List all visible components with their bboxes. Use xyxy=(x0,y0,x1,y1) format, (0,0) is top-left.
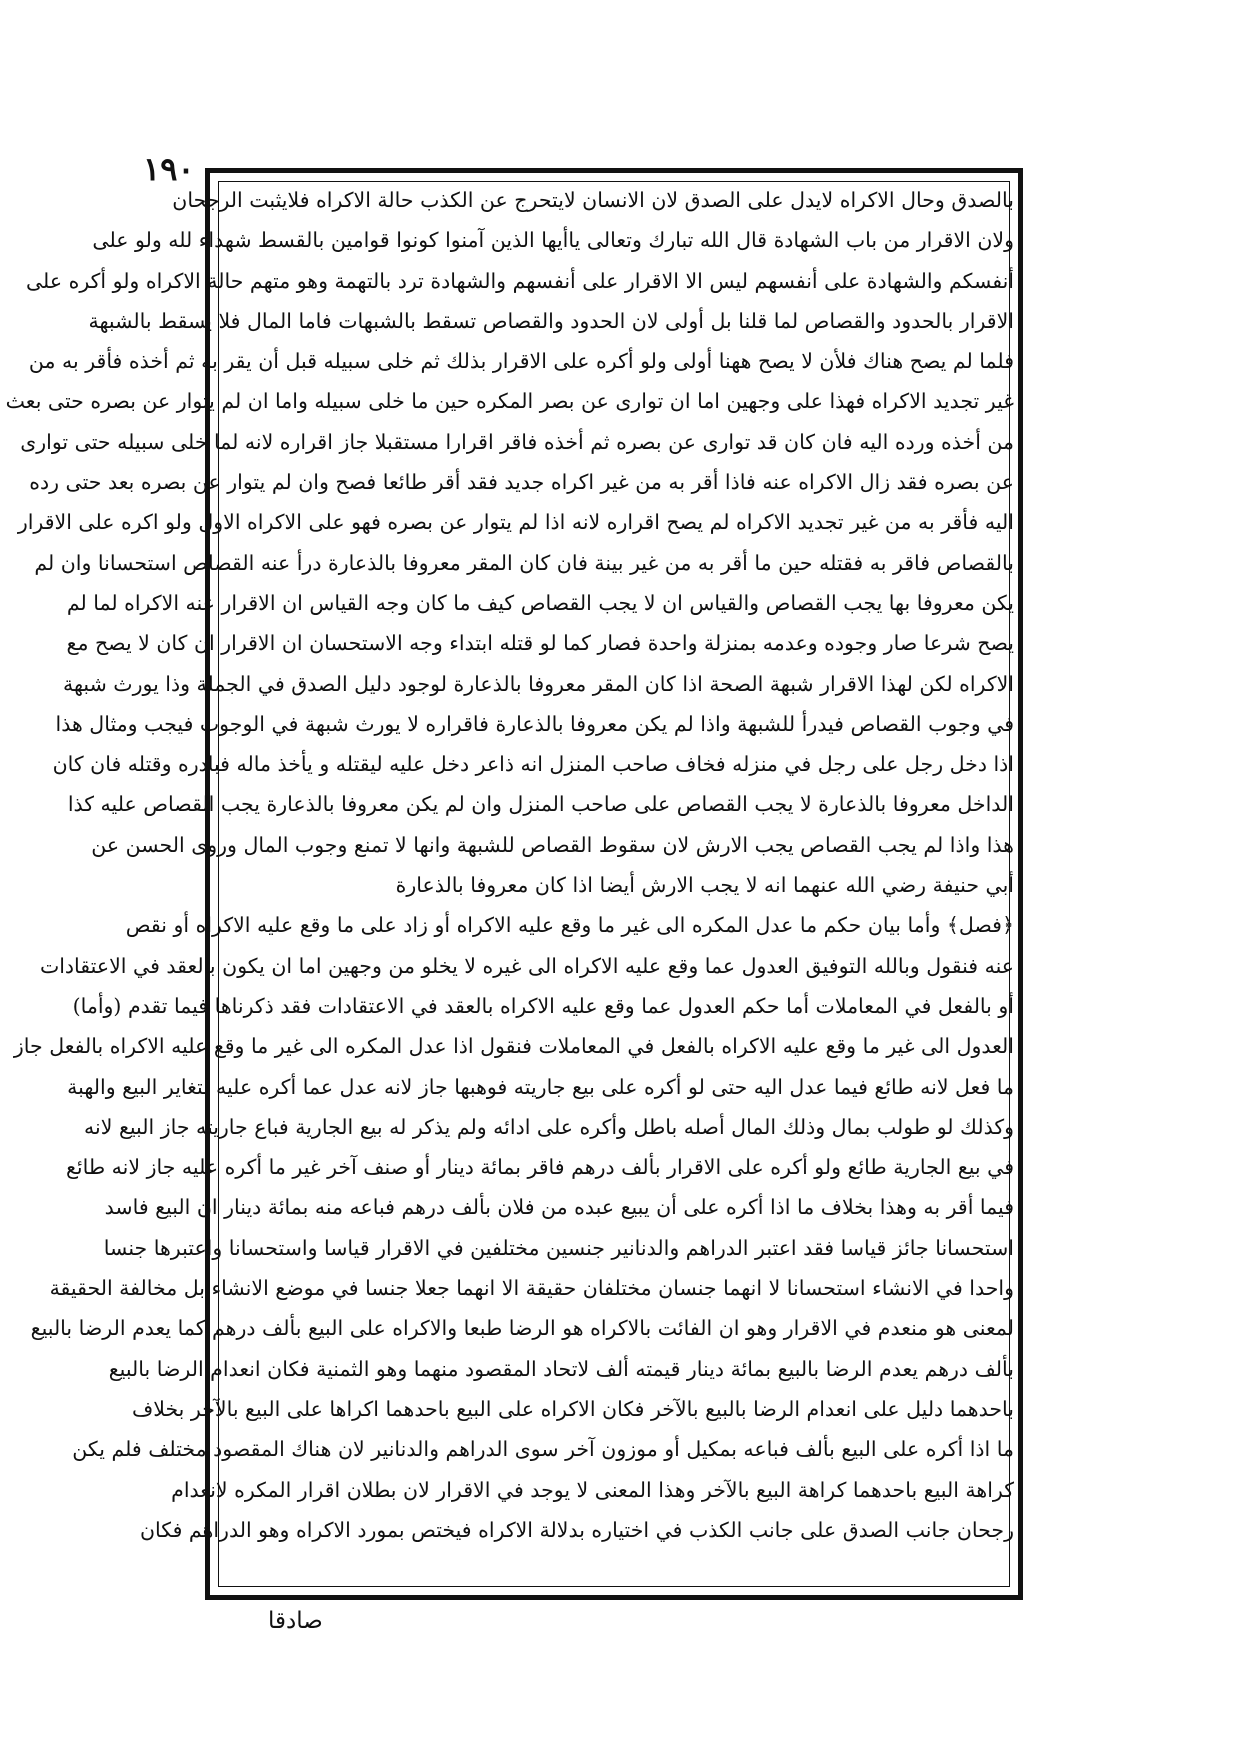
text-line: عن بصره فقد زال الاكراه عنه فاذا أقر به من غير اكراه جديد فقد أقر طائعا فصح وان لم يتوار عن بصره بعد حتى رده xyxy=(29,470,1014,495)
text-line: أنفسكم والشهادة على أنفسهم ليس الا الاقرار على أنفسهم والشهادة ترد بالتهمة وهو متهم حالة الاكراه ولو أكره على xyxy=(25,268,1014,293)
text-line: العدول الى غير ما وقع عليه الاكراه بالفعل في المعاملات فنقول اذا عدل المكره الى غير ما وقع عليه الاكراه بالفعل جاز xyxy=(13,1034,1014,1059)
text-line: بألف درهم يعدم الرضا بالبيع بمائة دينار قيمته ألف لاتحاد المقصود منهما وهو الثمنية فكان انعدام الرضا بالبيع xyxy=(108,1356,1014,1381)
text-line: رجحان جانب الصدق على جانب الكذب في اختياره بدلالة الاكراه فيختص بمورد الاكراه وهو الدراهم فكان xyxy=(139,1517,1014,1542)
text-line: أو بالفعل في المعاملات أما حكم العدول عما وقع عليه الاكراه بالعقد في الاعتقادات فقد ذكرناها فيما تقدم (وأما) xyxy=(72,993,1014,1018)
page-number: ١٩٠ xyxy=(143,150,195,188)
text-line: اليه فأقر به من غير تجديد الاكراه لم يصح اقراره لانه اذا لم يتوار عن بصره فهو على الاكراه الاول ولو اكره على الاقرار xyxy=(17,510,1014,535)
text-line: أبي حنيفة رضي الله عنهما انه لا يجب الارش أيضا اذا كان معروفا بالذعارة xyxy=(395,873,1014,898)
text-line: لمعنى هو منعدم في الاقرار وهو ان الفائت بالاكراه هو الرضا طبعا والاكراه على البيع بألف درهم كما يعدم الرضا بالبيع xyxy=(30,1316,1014,1341)
text-line: عنه فنقول وبالله التوفيق العدول عما وقع عليه الاكراه الى غيره لا يخلو من وجهين اما ان يكون بالعقد في الاعتقادات xyxy=(39,953,1014,978)
text-line: غير تجديد الاكراه فهذا على وجهين اما ان توارى عن بصر المكره حين ما خلى سبيله واما ان لم يتوار عن بصره حتى بعث xyxy=(5,389,1014,414)
text-line: في بيع الجارية طائع ولو أكره على الاقرار بألف درهم فاقر بمائة دينار أو صنف آخر غير ما أكره عليه جاز لانه طائع xyxy=(65,1155,1014,1180)
text-line: في وجوب القصاص فيدرأ للشبهة واذا لم يكن معروفا بالذعارة فاقراره لا يورث شبهة في الوجوب فيجب ومثال هذا xyxy=(55,711,1014,736)
text-line: وكذلك لو طولب بمال وذلك المال أصله باطل وأكره على ادائه ولم يذكر له بيع الجارية فباع جاريته جاز البيع لانه xyxy=(84,1114,1014,1139)
text-line: هذا واذا لم يجب القصاص يجب الارش لان سقوط القصاص للشبهة وانها لا تمنع وجوب المال وروى الحسن عن xyxy=(91,832,1014,857)
text-line: الاكراه لكن لهذا الاقرار شبهة الصحة اذا كان المقر معروفا بالذعارة لوجود دليل الصدق في الجملة وذا يورث شبهة xyxy=(62,671,1014,696)
catchword: صادقا xyxy=(268,1608,323,1634)
text-line: من أخذه ورده اليه فان كان قد توارى عن بصره ثم أخذه فاقر اقرارا مستقبلا جاز اقراره لانه لما خلى سبيله حتى توارى xyxy=(20,429,1014,454)
main-text xyxy=(5,180,1014,1550)
text-line: الداخل معروفا بالذعارة لا يجب القصاص على صاحب المنزل وان لم يكن معروفا بالذعارة يجب القصاص عليه كذا xyxy=(67,792,1014,817)
text-line: يكن معروفا بها يجب القصاص والقياس ان لا يجب القصاص كيف ما كان وجه القياس ان الاقرار عنه الاكراه لما لم xyxy=(66,590,1014,615)
text-line: يصح شرعا صار وجوده وعدمه بمنزلة واحدة فصار كما لو قتله ابتداء وجه الاستحسان ان الاقرار ان كان لا يصح مع xyxy=(66,631,1014,656)
text-line: بالصدق وحال الاكراه لايدل على الصدق لان الانسان لايتحرج عن الكذب حالة الاكراه فلايثبت الرجحان xyxy=(172,188,1014,212)
section-heading-line: ﴿فصل﴾ وأما بيان حكم ما عدل المكره الى غير ما وقع عليه الاكراه أو زاد على ما وقع عليه الاكراه أو نقص xyxy=(125,913,1014,938)
text-line: الاقرار بالحدود والقصاص لما قلنا بل أولى لان الحدود والقصاص تسقط بالشبهات فاما المال فلا يسقط بالشبهة xyxy=(88,308,1014,333)
text-line: ما اذا أكره على البيع بألف فباعه بمكيل أو موزون آخر سوى الدراهم والدنانير لان هناك المقصود مختلف فلم يكن xyxy=(72,1437,1014,1462)
text-line: فيما أقر به وهذا بخلاف ما اذا أكره على أن يبيع عبده من فلان بألف درهم فباعه منه بمائة دينار ان البيع فاسد xyxy=(104,1195,1014,1220)
text-line: كراهة البيع باحدهما كراهة البيع بالآخر وهذا المعنى لا يوجد في الاقرار لان بطلان اقرار المكره لانعدام xyxy=(171,1477,1014,1502)
text-line: باحدهما دليل على انعدام الرضا بالبيع بالآخر فكان الاكراه على البيع باحدهما اكراها على البيع بالآخر بخلاف xyxy=(131,1396,1014,1421)
text-line: فلما لم يصح هناك فلأن لا يصح ههنا أولى ولو أكره على الاقرار بذلك ثم خلى سبيله قبل أن يقر به ثم أخذه فأقر به من xyxy=(28,349,1014,374)
text-line: استحسانا جائز قياسا فقد اعتبر الدراهم والدنانير جنسين مختلفين في الاقرار قياسا واستحسانا واعتبرها جنسا xyxy=(103,1235,1014,1260)
text-line: بالقصاص فاقر به فقتله حين ما أقر به من غير بينة فان كان المقر معروفا بالذعارة درأ عنه القصاص استحسانا وان لم xyxy=(34,550,1014,575)
text-line: اذا دخل رجل على رجل في منزله فخاف صاحب المنزل انه ذاعر دخل عليه ليقتله و يأخذ ماله فبادره وقتله فان كان xyxy=(52,752,1014,777)
text-line: ولان الاقرار من باب الشهادة قال الله تبارك وتعالى ياأيها الذين آمنوا كونوا قوامين بالقسط شهداء لله ولو على xyxy=(92,228,1014,253)
text-line: ما فعل لانه طائع فيما عدل اليه حتى لو أكره على بيع جاريته فوهبها جاز لانه عدل عما أكره عليه لتغاير البيع والهبة xyxy=(67,1074,1014,1099)
text-line: واحدا في الانشاء استحسانا لا انهما جنسان مختلفان حقيقة الا انهما جعلا جنسا في موضع الانشاء بل مخالفة الحقيقة xyxy=(49,1276,1014,1301)
